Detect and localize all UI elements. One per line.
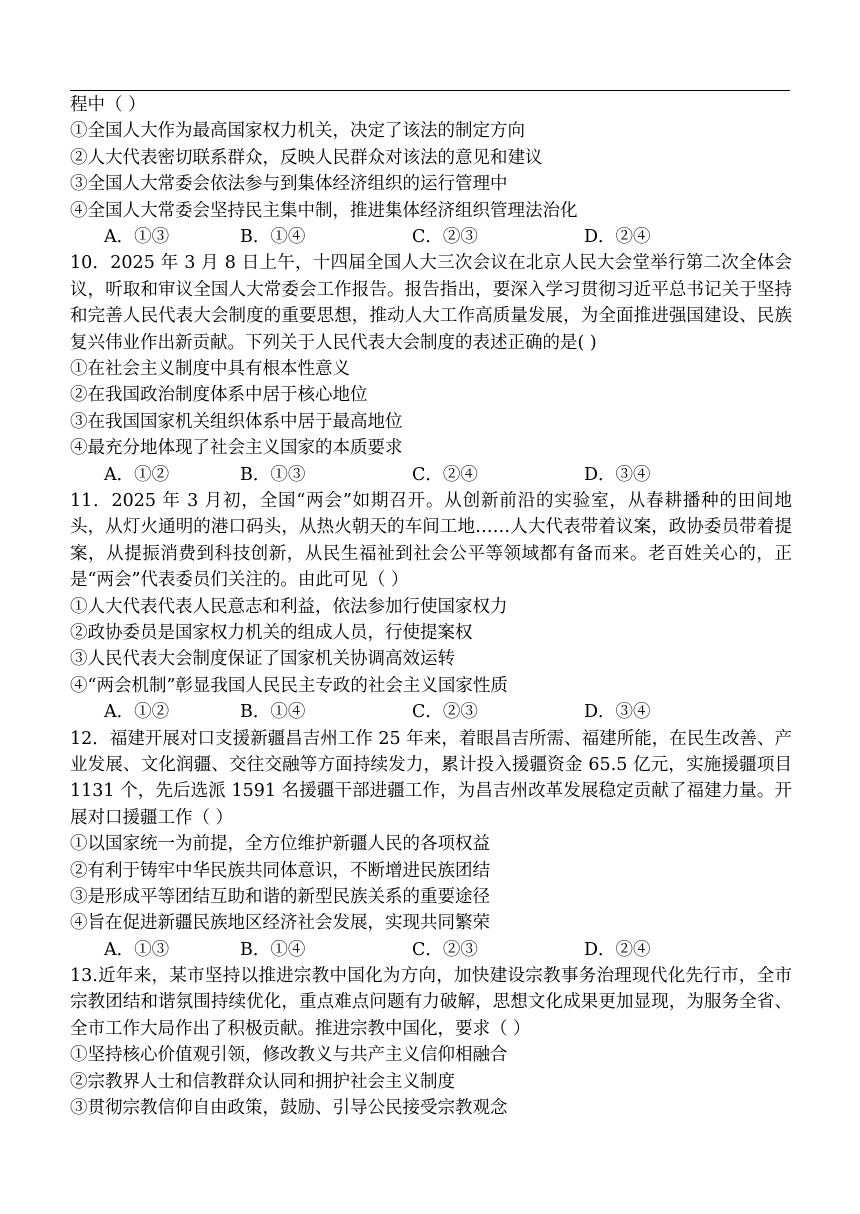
- question-13: [70, 963, 792, 1121]
- q9-option-d: D．②④: [584, 226, 651, 247]
- q10-option-c: C．②④: [412, 464, 478, 485]
- q9-item-2: ②人大代表密切联系群众，反映人民群众对该法的意见和建议: [70, 147, 543, 168]
- q12-item-3: ③是形成平等团结互助和谐的新型民族关系的重要途径: [70, 886, 490, 907]
- q10-item-4: ④最充分地体现了社会主义国家的本质要求: [70, 438, 403, 459]
- question-12: [70, 726, 792, 964]
- q11-item-4: ④“两会机制”彰显我国人民民主专政的社会主义国家性质: [70, 675, 508, 696]
- q12-option-d: D．②④: [584, 939, 651, 960]
- question-9: [70, 92, 792, 250]
- exam-page: [70, 92, 792, 1121]
- q13-stem: 13.近年来，某市坚持以推进宗教中国化为方向，加快建设宗教事务治理现代化先行市，全市宗教团结和谐氛围持续优化，重点难点问题有力破解，思想文化成果更加显现，为服务全省、全市工作大局作出了积极贡献。推进宗教中国化，要求（ ）: [70, 966, 792, 1039]
- q11-option-b: B．①④: [240, 702, 306, 723]
- q11-options: [70, 699, 792, 725]
- q12-option-b: B．①④: [240, 939, 306, 960]
- q9-item-4: ④全国人大常委会坚持民主集中制，推进集体经济组织管理法治化: [70, 200, 578, 221]
- q9-option-b: B．①④: [240, 226, 306, 247]
- q12-stem: 12．福建开展对口支援新疆昌吉州工作 25 年来，着眼昌吉所需、福建所能，在民生改善、产业发展、文化润疆、交往交融等方面持续发力，累计投入援疆资金 65.5 亿元，实施援疆项目 1131 个，先后选派 1591 名援疆干部进疆工作，为昌吉州改革发展稳定贡献了福建力量。开展对口援疆工作（ ）: [70, 728, 792, 828]
- question-11: [70, 488, 792, 726]
- q13-item-3: ③贯彻宗教信仰自由政策，鼓励、引导公民接受宗教观念: [70, 1098, 508, 1119]
- q11-item-1: ①人大代表代表人民意志和利益，依法参加行使国家权力: [70, 596, 508, 617]
- q10-option-d: D．③④: [584, 464, 651, 485]
- top-rule: [70, 90, 790, 91]
- q11-option-d: D．③④: [584, 702, 651, 723]
- q9-item-3: ③全国人大常委会依法参与到集体经济组织的运行管理中: [70, 174, 508, 195]
- q12-item-1: ①以国家统一为前提，全方位维护新疆人民的各项权益: [70, 834, 490, 855]
- q12-option-a: A．①③: [104, 939, 170, 960]
- question-10: [70, 250, 792, 488]
- q10-item-3: ③在我国国家机关组织体系中居于最高地位: [70, 411, 403, 432]
- q12-item-2: ②有利于铸牢中华民族共同体意识，不断增进民族团结: [70, 860, 490, 881]
- q9-item-1: ①全国人大作为最高国家权力机关，决定了该法的制定方向: [70, 121, 525, 142]
- q10-option-b: B．①③: [240, 464, 306, 485]
- q9-option-c: C．②③: [412, 226, 478, 247]
- q13-item-2: ②宗教界人士和信教群众认同和拥护社会主义制度: [70, 1071, 455, 1092]
- q12-option-c: C．②③: [412, 939, 478, 960]
- q10-stem: 10．2025 年 3 月 8 日上午，十四届全国人大三次会议在北京人民大会堂举行第二次全体会议，听取和审议全国人大常委会工作报告。报告指出，要深入学习贯彻习近平总书记关于坚持和完善人民代表大会制度的重要思想，推动人大工作高质量发展，为全面推进强国建设、民族复兴伟业作出新贡献。下列关于人民代表大会制度的表述正确的是( ): [70, 253, 792, 353]
- q9-options: [70, 224, 792, 250]
- q12-options: [70, 937, 792, 963]
- q10-options: [70, 462, 792, 488]
- q9-option-a: A．①③: [104, 226, 170, 247]
- q10-item-1: ①在社会主义制度中具有根本性意义: [70, 358, 350, 379]
- q11-item-3: ③人民代表大会制度保证了国家机关协调高效运转: [70, 649, 455, 670]
- q12-item-4: ④旨在促进新疆民族地区经济社会发展，实现共同繁荣: [70, 913, 490, 934]
- q9-stem-tail: 程中（ ）: [70, 95, 146, 115]
- q11-item-2: ②政协委员是国家权力机关的组成人员，行使提案权: [70, 622, 473, 643]
- q10-option-a: A．①②: [104, 464, 170, 485]
- q11-stem: 11．2025 年 3 月初，全国“两会”如期召开。从创新前沿的实验室，从春耕播种的田间地头，从灯火通明的港口码头，从热火朝天的车间工地……人大代表带着议案，政协委员带着提案，从提振消费到科技创新，从民生福祉到社会公平等领域都有备而来。老百姓关心的，正是“两会”代表委员们关注的。由此可见（ ）: [70, 490, 792, 591]
- q10-item-2: ②在我国政治制度体系中居于核心地位: [70, 385, 368, 406]
- q13-item-1: ①坚持核心价值观引领，修改教义与共产主义信仰相融合: [70, 1045, 508, 1066]
- q11-option-a: A．①②: [104, 702, 170, 723]
- q11-option-c: C．②③: [412, 702, 478, 723]
